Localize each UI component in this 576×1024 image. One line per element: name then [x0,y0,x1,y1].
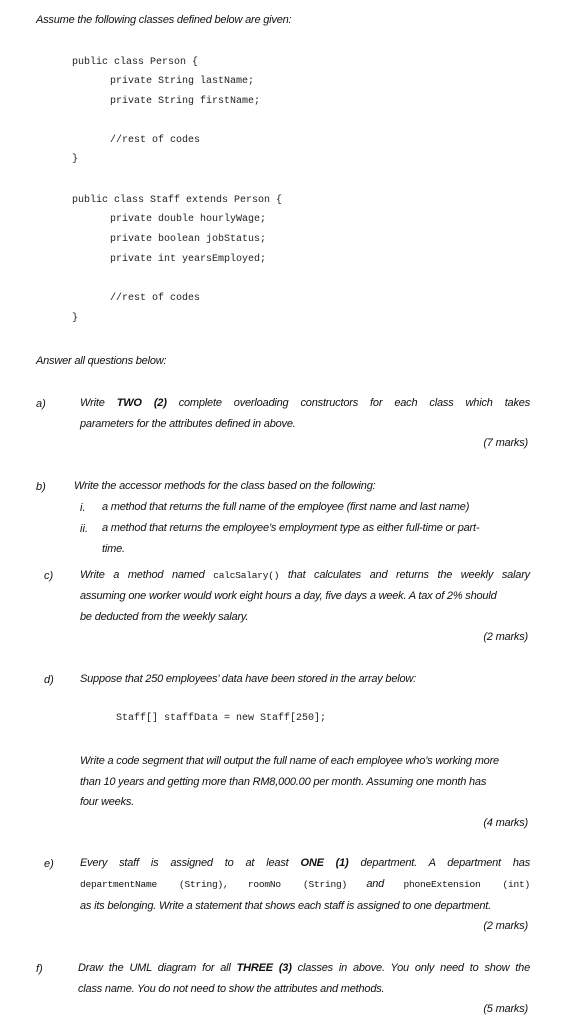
question-text-line: parameters for the attributes defined in above. [80,418,296,430]
code-line: //rest of codes [110,135,201,146]
text-segment: Write [80,397,117,409]
question-text-line: class name. You do not need to show the attributes and methods. [78,983,385,995]
code-line: private boolean jobStatus; [110,234,267,245]
code-line: public class Person { [72,57,199,68]
question-text-line: as its belonging. Write a statement that shows each staff is assigned to one department. [80,900,492,912]
intro-text: Assume the following classes defined below are given: [36,14,292,26]
sub-item-text-line: time. [102,543,125,555]
marks-label: (2 marks) [483,920,528,932]
question-text-line: assuming one worker would work eight hours a day, five days a week. A tax of 2% should [80,590,497,602]
question-label: a) [36,398,46,410]
emphasis-text: THREE (3) [236,962,292,974]
question-label: b) [36,481,46,493]
question-text [78,962,530,974]
inline-code: phoneExtension (int) [403,879,531,890]
code-line: private String firstName; [110,96,261,107]
marks-label: (7 marks) [483,437,528,449]
question-text-line: than 10 years and getting more than RM8,000.00 per month. Assuming one month has [80,776,487,788]
emphasis-text: ONE (1) [300,857,349,869]
marks-label: (4 marks) [483,817,528,829]
code-line: private int yearsEmployed; [110,254,267,265]
text-segment: Write a method named [80,569,214,581]
question-text-line: Write a code segment that will output the full name of each employee who’s working more [80,755,499,767]
marks-label: (5 marks) [483,1003,528,1015]
answer-all-heading: Answer all questions below: [36,355,167,367]
emphasis-text: TWO (2) [116,397,167,409]
text-segment: and [366,878,385,890]
text-segment: Draw the UML diagram for all [78,962,237,974]
question-label: f) [36,963,43,975]
marks-label: (2 marks) [483,631,528,643]
text-segment: classes in above. You only need to show the [291,962,531,974]
question-text-line [80,878,530,890]
text-segment: department. A department has [348,857,531,869]
code-line: } [72,313,79,324]
text-segment: Every staff is assigned to at least [80,857,301,869]
question-text: Suppose that 250 employees’ data have been stored in the array below: [80,673,416,685]
code-line: } [72,154,79,165]
code-line: public class Staff extends Person { [72,195,283,206]
question-label: d) [44,674,54,686]
question-text [80,569,530,581]
text-segment: that calculates and returns the weekly salary [279,569,530,581]
sub-item-text: a method that returns the full name of the employee (first name and last name) [102,501,470,513]
sub-item-text: a method that returns the employee’s employment type as either full-time or part- [102,522,480,534]
code-line: private double hourlyWage; [110,214,267,225]
code-line: Staff[] staffData = new Staff[250]; [116,713,327,724]
sub-item-label: ii. [80,523,88,535]
inline-code: calcSalary() [213,570,280,581]
question-text-line: four weeks. [80,796,135,808]
inline-code: roomNo (String) [247,879,347,890]
sub-item-label: i. [80,502,86,514]
question-label: e) [44,858,54,870]
question-text [80,857,530,869]
question-label: c) [44,570,54,582]
inline-code: departmentName (String), [80,879,229,890]
question-text [80,397,530,409]
code-line: private String lastName; [110,76,255,87]
question-text: Write the accessor methods for the class based on the following: [74,480,376,492]
text-segment: complete overloading constructors for each class which takes [166,397,530,409]
question-text-line: be deducted from the weekly salary. [80,611,249,623]
code-line: //rest of codes [110,293,201,304]
